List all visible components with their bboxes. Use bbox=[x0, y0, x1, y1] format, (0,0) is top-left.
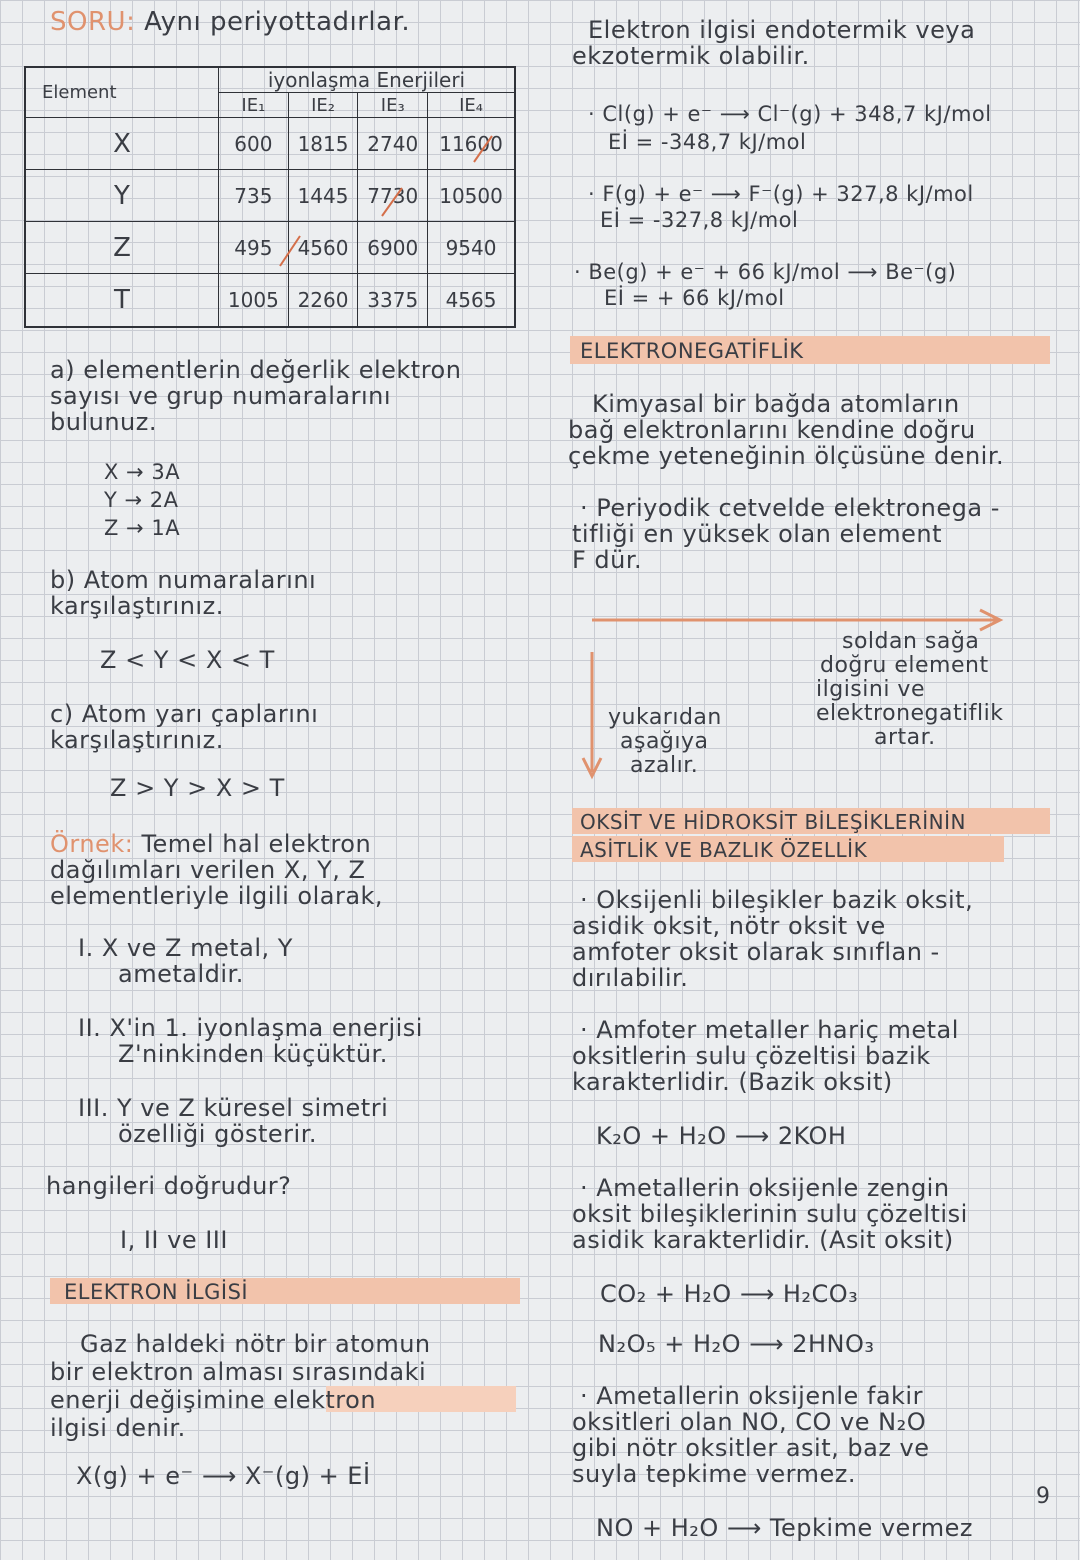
ie4-header: IE₄ bbox=[428, 93, 515, 118]
ei-definition-line3: enerji değişimine elektron bbox=[50, 1386, 377, 1414]
question-c-line1: c) Atom yarı çaplarını bbox=[50, 700, 319, 728]
value-cell: 10500 bbox=[428, 170, 515, 222]
question-a-line2: sayısı ve grup numaralarını bbox=[50, 382, 392, 410]
page-number: 9 bbox=[1036, 1484, 1050, 1509]
jump-mark-y bbox=[382, 188, 402, 216]
example-statement-3b: özelliği gösterir. bbox=[118, 1120, 318, 1148]
value-cell: 1815 bbox=[288, 118, 358, 170]
be-equation: · Be(g) + e⁻ + 66 kJ/mol ⟶ Be⁻(g) bbox=[574, 260, 957, 284]
answer-c: Z > Y > X > T bbox=[110, 774, 285, 802]
electronegativity-heading: ELEKTRONEGATİFLİK bbox=[580, 339, 804, 363]
ei-definition-line2: bir elektron alması sırasındaki bbox=[50, 1358, 427, 1386]
oxide-line6: oksitlerin sulu çözeltisi bazik bbox=[572, 1042, 931, 1070]
example-line3: elementleriyle ilgili olarak, bbox=[50, 882, 384, 910]
equation-co2: CO₂ + H₂O ⟶ H₂CO₃ bbox=[600, 1280, 859, 1308]
example-statement-3a: III. Y ve Z küresel simetri bbox=[78, 1094, 389, 1122]
value-cell: 7730 bbox=[358, 170, 428, 222]
table-header-row bbox=[25, 67, 515, 93]
value-cell: 735 bbox=[219, 170, 289, 222]
answer-a-y: Y → 2A bbox=[104, 488, 179, 512]
en-fact-line2: tifliği en yüksek olan element bbox=[572, 520, 942, 548]
ei-definition-line4: ilgisi denir. bbox=[50, 1414, 186, 1442]
value-cell: 4565 bbox=[428, 274, 515, 327]
equation-k2o: K₂O + H₂O ⟶ 2KOH bbox=[596, 1122, 847, 1150]
ie3-header: IE₃ bbox=[358, 93, 428, 118]
element-cell: Z bbox=[25, 222, 219, 274]
value-cell: 9540 bbox=[428, 222, 515, 274]
cl-ei: Eİ = -348,7 kJ/mol bbox=[608, 130, 807, 154]
element-cell: T bbox=[25, 274, 219, 327]
question-b-line2: karşılaştırınız. bbox=[50, 592, 224, 620]
example-answer: I, II ve III bbox=[120, 1226, 228, 1254]
oxide-line3: amfoter oksit olarak sınıflan - bbox=[572, 938, 940, 966]
value-cell: 4560 bbox=[288, 222, 358, 274]
energy-jump-marks bbox=[360, 120, 520, 290]
question-c-line2: karşılaştırınız. bbox=[50, 726, 224, 754]
element-cell: X bbox=[25, 118, 219, 170]
oxide-heading-line2: ASİTLİK VE BAZLIK ÖZELLİK bbox=[580, 838, 868, 862]
trend-down-line3: azalır. bbox=[630, 753, 699, 778]
element-header: Element bbox=[25, 67, 219, 118]
value-cell: 1445 bbox=[288, 170, 358, 222]
f-ei: Eİ = -327,8 kJ/mol bbox=[600, 208, 799, 232]
example-statement-1a: I. X ve Z metal, Y bbox=[78, 934, 293, 962]
answer-b: Z < Y < X < T bbox=[100, 646, 275, 674]
value-cell: 2260 bbox=[288, 274, 358, 327]
energy-header: iyonlaşma Enerjileri bbox=[219, 67, 516, 93]
ie2-header: IE₂ bbox=[288, 93, 358, 118]
element-cell: Y bbox=[25, 170, 219, 222]
oxide-line7: karakterlidir. (Bazik oksit) bbox=[572, 1068, 893, 1096]
example-statement-2a: II. X'in 1. iyonlaşma enerjisi bbox=[78, 1014, 423, 1042]
oxide-line9: oksit bileşiklerinin sulu çözeltisi bbox=[572, 1200, 968, 1228]
trend-down-line2: aşağıya bbox=[620, 729, 709, 754]
example-statement-1b: ametaldir. bbox=[118, 960, 244, 988]
en-definition-line2: bağ elektronlarını kendine doğru bbox=[568, 416, 976, 444]
answer-a-z: Z → 1A bbox=[104, 516, 181, 540]
ei-definition-line1: Gaz haldeki nötr bir atomun bbox=[80, 1330, 431, 1358]
trend-right-line1: soldan sağa bbox=[842, 629, 980, 654]
be-ei: Eİ = + 66 kJ/mol bbox=[604, 286, 785, 310]
oxide-line1: · Oksijenli bileşikler bazik oksit, bbox=[580, 886, 974, 914]
trend-right-line5: artar. bbox=[874, 725, 936, 750]
jump-mark-x bbox=[474, 136, 492, 162]
question-a-line1: a) elementlerin değerlik elektron bbox=[50, 356, 462, 384]
trend-right-line4: elektronegatiflik bbox=[816, 701, 1004, 726]
answer-a-x: X → 3A bbox=[104, 460, 181, 484]
trend-right-line3: ilgisini ve bbox=[816, 677, 925, 702]
trend-right-line2: doğru element bbox=[820, 653, 989, 678]
value-cell: 1005 bbox=[219, 274, 289, 327]
en-fact-line1: · Periyodik cetvelde elektronega - bbox=[580, 494, 1000, 522]
jump-mark-z bbox=[280, 236, 300, 266]
energy-jump-mark-z bbox=[270, 232, 320, 272]
question-label: SORU: bbox=[50, 7, 136, 37]
question-b-line1: b) Atom numaralarını bbox=[50, 566, 317, 594]
oxide-line14: suyla tepkime vermez. bbox=[572, 1460, 856, 1488]
example-statement-2b: Z'ninkinden küçüktür. bbox=[118, 1040, 388, 1068]
value-cell: 11600 bbox=[428, 118, 515, 170]
ei-equation: X(g) + e⁻ ⟶ X⁻(g) + Eİ bbox=[76, 1462, 371, 1490]
cl-equation: · Cl(g) + e⁻ ⟶ Cl⁻(g) + 348,7 kJ/mol bbox=[588, 102, 992, 126]
example-intro: Temel hal elektron bbox=[141, 830, 372, 858]
ea-intro-line2: ekzotermik olabilir. bbox=[572, 42, 810, 70]
oxide-line13: gibi nötr oksitler asit, baz ve bbox=[572, 1434, 930, 1462]
value-cell: 6900 bbox=[358, 222, 428, 274]
en-fact-line3: F dür. bbox=[572, 546, 643, 574]
electron-affinity-heading: ELEKTRON İLGİSİ bbox=[64, 1280, 249, 1304]
oxide-line8: · Ametallerin oksijenle zengin bbox=[580, 1174, 950, 1202]
oxide-line5: · Amfoter metaller hariç metal bbox=[580, 1016, 959, 1044]
oxide-line11: · Ametallerin oksijenle fakir bbox=[580, 1382, 923, 1410]
en-definition-line3: çekme yeteneğinin ölçüsüne denir. bbox=[568, 442, 1005, 470]
question-text: Aynı periyottadırlar. bbox=[144, 7, 411, 37]
equation-no: NO + H₂O ⟶ Tepkime vermez bbox=[596, 1514, 974, 1542]
oxide-heading-line1: OKSİT VE HİDROKSİT BİLEŞİKLERİNİN bbox=[580, 810, 966, 834]
oxide-line12: oksitleri olan NO, CO ve N₂O bbox=[572, 1408, 927, 1436]
f-equation: · F(g) + e⁻ ⟶ F⁻(g) + 327,8 kJ/mol bbox=[588, 182, 974, 206]
example-line2: dağılımları verilen X, Y, Z bbox=[50, 856, 366, 884]
question-a-line3: bulunuz. bbox=[50, 408, 157, 436]
en-definition-line1: Kimyasal bir bağda atomların bbox=[592, 390, 960, 418]
example-label: Örnek: bbox=[50, 830, 134, 858]
value-cell: 495 bbox=[219, 222, 289, 274]
value-cell: 600 bbox=[219, 118, 289, 170]
trend-down-line1: yukarıdan bbox=[608, 705, 722, 730]
question-header bbox=[50, 8, 410, 36]
value-cell: 3375 bbox=[358, 274, 428, 327]
example-line1 bbox=[50, 830, 371, 858]
value-cell: 2740 bbox=[358, 118, 428, 170]
oxide-line10: asidik karakterlidir. (Asit oksit) bbox=[572, 1226, 954, 1254]
ie1-header: IE₁ bbox=[219, 93, 289, 118]
example-question: hangileri doğrudur? bbox=[46, 1172, 292, 1200]
ea-intro-line1: Elektron ilgisi endotermik veya bbox=[588, 16, 976, 44]
oxide-line2: asidik oksit, nötr oksit ve bbox=[572, 912, 886, 940]
oxide-line4: dırılabilir. bbox=[572, 964, 689, 992]
equation-n2o5: N₂O₅ + H₂O ⟶ 2HNO₃ bbox=[598, 1330, 875, 1358]
